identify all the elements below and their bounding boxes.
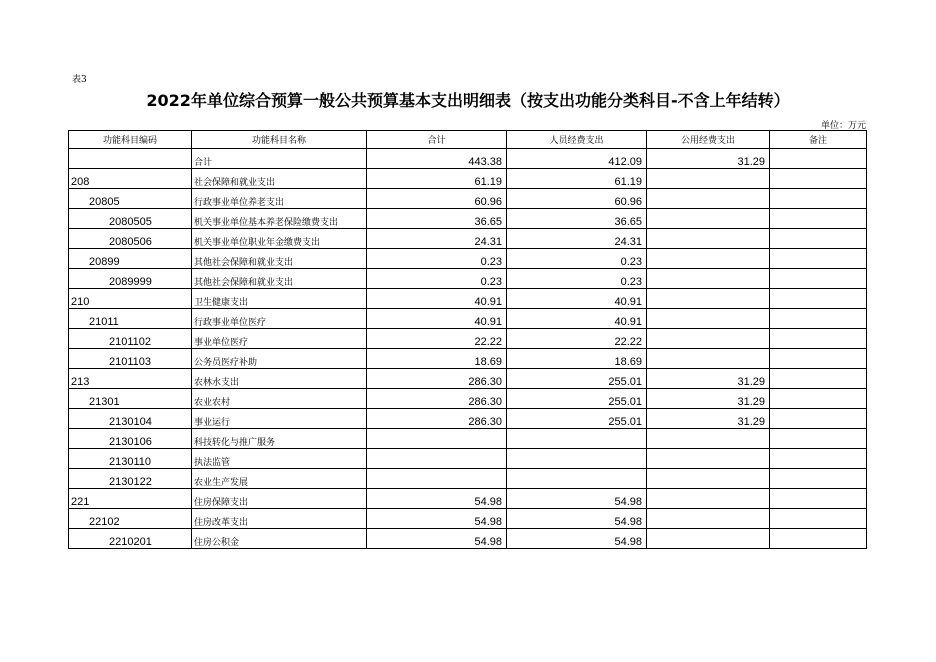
row-note: [770, 309, 867, 329]
table-label: 表3: [72, 75, 87, 85]
table-row: [69, 389, 867, 409]
row-note: [770, 249, 867, 269]
row-personnel: 412.09: [507, 149, 647, 169]
row-code: 213: [69, 369, 192, 389]
row-note: [770, 229, 867, 249]
row-name: 事业单位医疗: [192, 329, 367, 349]
table-row: [69, 329, 867, 349]
row-public: [647, 429, 770, 449]
row-name: 机关事业单位基本养老保险缴费支出: [192, 209, 367, 229]
row-name: 农业生产发展: [192, 469, 367, 489]
row-name: 公务员医疗补助: [192, 349, 367, 369]
row-personnel: 54.98: [507, 509, 647, 529]
unit-label: 单位：万元: [820, 121, 866, 131]
row-total: 54.98: [367, 489, 507, 509]
row-public: 31.29: [647, 389, 770, 409]
table-header-row: [69, 131, 867, 149]
row-personnel: 60.96: [507, 189, 647, 209]
table-row: [69, 249, 867, 269]
row-public: 31.29: [647, 149, 770, 169]
row-name: 住房改革支出: [192, 509, 367, 529]
row-total: 24.31: [367, 229, 507, 249]
row-code: 20899: [69, 249, 192, 269]
row-total: 443.38: [367, 149, 507, 169]
row-note: [770, 349, 867, 369]
row-personnel: [507, 429, 647, 449]
row-total: [367, 429, 507, 449]
row-code: 221: [69, 489, 192, 509]
row-note: [770, 449, 867, 469]
row-name: 行政事业单位医疗: [192, 309, 367, 329]
table-row: [69, 289, 867, 309]
row-total: 54.98: [367, 509, 507, 529]
row-total: 60.96: [367, 189, 507, 209]
row-note: [770, 409, 867, 429]
table-row: [69, 509, 867, 529]
row-personnel: 61.19: [507, 169, 647, 189]
row-total: 61.19: [367, 169, 507, 189]
header-personnel: 人员经费支出: [507, 131, 647, 149]
row-public: [647, 189, 770, 209]
table-row: [69, 369, 867, 389]
row-code: 2080505: [69, 209, 192, 229]
row-name: 其他社会保障和就业支出: [192, 269, 367, 289]
table-row: [69, 189, 867, 209]
header-name: 功能科目名称: [192, 131, 367, 149]
row-note: [770, 529, 867, 549]
row-note: [770, 269, 867, 289]
row-total: [367, 469, 507, 489]
table-row: [69, 449, 867, 469]
row-personnel: 40.91: [507, 309, 647, 329]
row-personnel: 24.31: [507, 229, 647, 249]
row-note: [770, 329, 867, 349]
row-name: 执法监管: [192, 449, 367, 469]
row-name: 卫生健康支出: [192, 289, 367, 309]
table-row: [69, 269, 867, 289]
row-note: [770, 289, 867, 309]
row-code: 210: [69, 289, 192, 309]
row-code: 21301: [69, 389, 192, 409]
row-note: [770, 209, 867, 229]
row-total: 286.30: [367, 409, 507, 429]
row-name: 机关事业单位职业年金缴费支出: [192, 229, 367, 249]
row-code: 2089999: [69, 269, 192, 289]
row-code: 2080506: [69, 229, 192, 249]
row-note: [770, 189, 867, 209]
table-row: [69, 209, 867, 229]
header-code: 功能科目编码: [69, 131, 192, 149]
row-personnel: 255.01: [507, 409, 647, 429]
row-public: [647, 489, 770, 509]
row-personnel: 22.22: [507, 329, 647, 349]
row-public: [647, 229, 770, 249]
row-total: 286.30: [367, 369, 507, 389]
row-total: 18.69: [367, 349, 507, 369]
row-code: [69, 149, 192, 169]
row-personnel: 255.01: [507, 369, 647, 389]
row-note: [770, 509, 867, 529]
row-total: 40.91: [367, 309, 507, 329]
row-note: [770, 369, 867, 389]
row-public: [647, 169, 770, 189]
row-code: 2130106: [69, 429, 192, 449]
row-total: 286.30: [367, 389, 507, 409]
row-public: [647, 289, 770, 309]
row-public: [647, 209, 770, 229]
header-note: 备注: [770, 131, 867, 149]
row-name: 社会保障和就业支出: [192, 169, 367, 189]
row-personnel: [507, 469, 647, 489]
row-personnel: 255.01: [507, 389, 647, 409]
table-row: [69, 229, 867, 249]
row-name: 科技转化与推广服务: [192, 429, 367, 449]
page-title: 2022年单位综合预算一般公共预算基本支出明细表（按支出功能分类科目-不含上年结转）: [146, 91, 790, 110]
row-name: 农林水支出: [192, 369, 367, 389]
table-row: [69, 429, 867, 449]
row-total: [367, 449, 507, 469]
row-name: 行政事业单位养老支出: [192, 189, 367, 209]
row-code: 2130122: [69, 469, 192, 489]
row-name: 住房公积金: [192, 529, 367, 549]
table-row: [69, 489, 867, 509]
row-note: [770, 469, 867, 489]
table-row: [69, 529, 867, 549]
row-personnel: 18.69: [507, 349, 647, 369]
row-public: [647, 469, 770, 489]
row-personnel: 36.65: [507, 209, 647, 229]
row-personnel: 54.98: [507, 489, 647, 509]
row-public: [647, 449, 770, 469]
row-personnel: 54.98: [507, 529, 647, 549]
row-personnel: 0.23: [507, 249, 647, 269]
row-public: 31.29: [647, 409, 770, 429]
row-personnel: [507, 449, 647, 469]
row-total: 0.23: [367, 249, 507, 269]
row-code: 2101103: [69, 349, 192, 369]
table-row: [69, 309, 867, 329]
row-code: 22102: [69, 509, 192, 529]
row-public: [647, 329, 770, 349]
table-row: [69, 469, 867, 489]
row-code: 2210201: [69, 529, 192, 549]
row-code: 208: [69, 169, 192, 189]
table-row: [69, 409, 867, 429]
table-row: [69, 149, 867, 169]
row-name: 其他社会保障和就业支出: [192, 249, 367, 269]
row-note: [770, 429, 867, 449]
row-public: [647, 349, 770, 369]
header-total: 合计: [367, 131, 507, 149]
row-code: 2101102: [69, 329, 192, 349]
row-personnel: 40.91: [507, 289, 647, 309]
row-public: [647, 269, 770, 289]
row-total: 40.91: [367, 289, 507, 309]
row-code: 2130104: [69, 409, 192, 429]
row-code: 2130110: [69, 449, 192, 469]
row-code: 21011: [69, 309, 192, 329]
row-public: [647, 509, 770, 529]
row-public: [647, 529, 770, 549]
budget-table: [68, 130, 867, 549]
row-public: [647, 249, 770, 269]
header-public: 公用经费支出: [647, 131, 770, 149]
row-total: 54.98: [367, 529, 507, 549]
row-public: 31.29: [647, 369, 770, 389]
row-personnel: 0.23: [507, 269, 647, 289]
row-note: [770, 169, 867, 189]
row-note: [770, 389, 867, 409]
row-name: 住房保障支出: [192, 489, 367, 509]
row-name: 事业运行: [192, 409, 367, 429]
row-public: [647, 309, 770, 329]
row-name: 合计: [192, 149, 367, 169]
row-note: [770, 489, 867, 509]
row-total: 22.22: [367, 329, 507, 349]
row-total: 36.65: [367, 209, 507, 229]
row-note: [770, 149, 867, 169]
row-total: 0.23: [367, 269, 507, 289]
row-code: 20805: [69, 189, 192, 209]
table-row: [69, 349, 867, 369]
table-row: [69, 169, 867, 189]
row-name: 农业农村: [192, 389, 367, 409]
